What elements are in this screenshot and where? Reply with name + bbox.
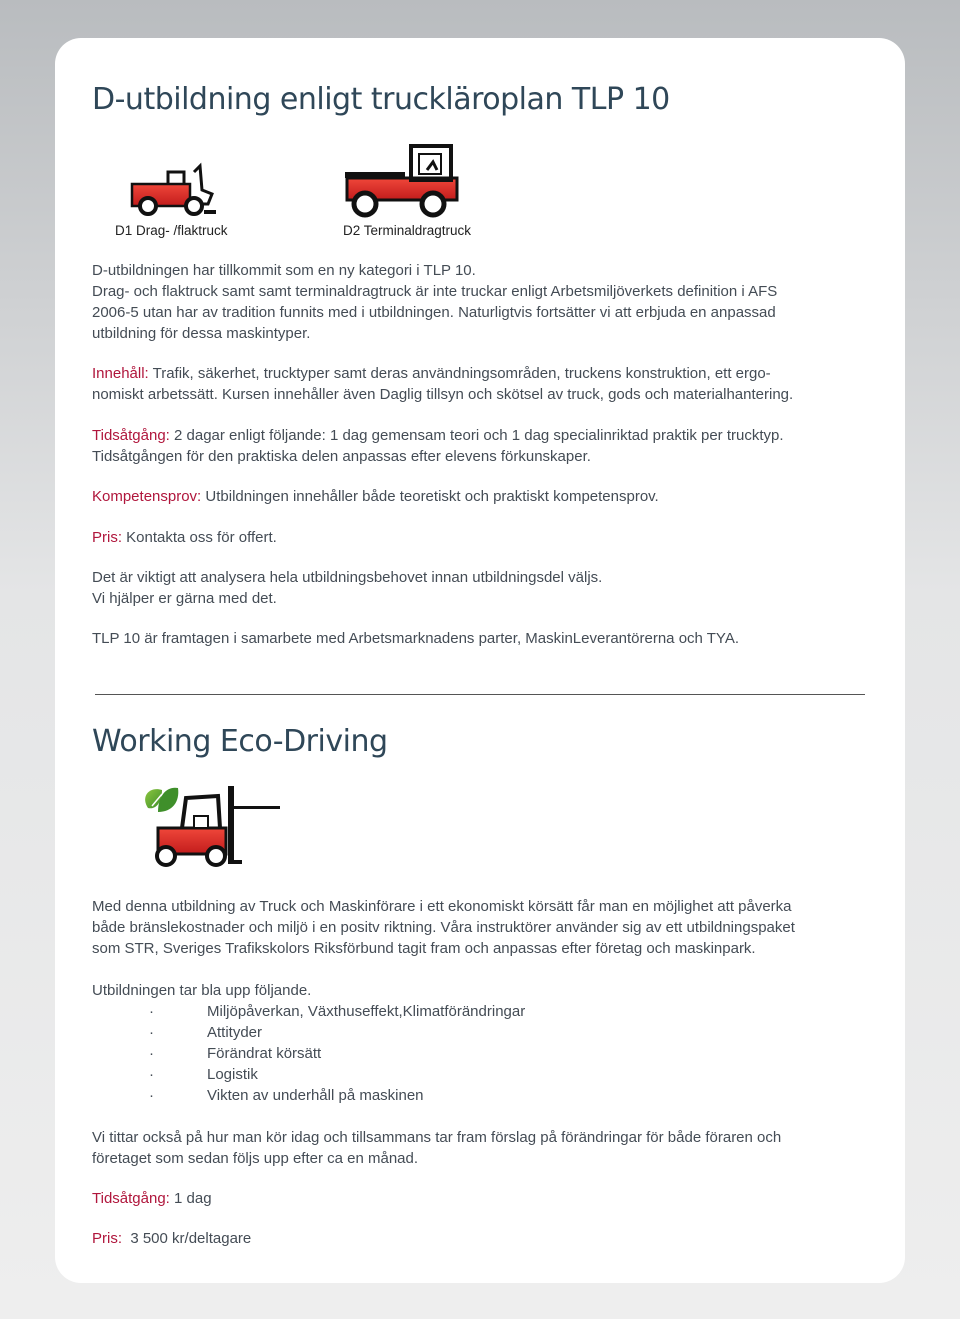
list-item — [92, 1064, 525, 1085]
footer-paragraph: TLP 10 är framtagen i samarbete med Arbetsmarknadens parter, MaskinLeverantörerna och TYA. — [92, 630, 739, 647]
eco-intro-line: Med denna utbildning av Truck och Maskinförare i ett ekonomiskt körsätt får man en möjlighet att påverka — [92, 898, 792, 915]
list-item-text: Miljöpåverkan, Växthuseffekt,Klimatförändringar — [207, 1003, 526, 1020]
vehicle-caption-d1: D1 Drag- /flaktruck — [115, 223, 228, 238]
intro-line: utbildning för dessa maskintyper. — [92, 325, 311, 342]
intro-line: Drag- och flaktruck samt samt terminaldragtruck är inte truckar enligt Arbetsmiljöverkets definition i AFS — [92, 283, 778, 300]
bullet-icon: · — [149, 1045, 154, 1062]
time-label: Tidsåtgång: — [92, 427, 170, 444]
content-paragraph — [92, 363, 852, 405]
exam-paragraph — [92, 486, 852, 507]
list-item — [92, 1043, 525, 1064]
list-item-text: Logistik — [207, 1066, 258, 1083]
content-text: Trafik, säkerhet, trucktyper samt deras användningsområden, truckens konstruktion, ett ergo- — [148, 365, 771, 382]
bullet-icon: · — [149, 1087, 154, 1104]
eco-price-text: 3 500 kr/deltagare — [122, 1230, 252, 1247]
list-intro: Utbildningen tar bla upp följande. — [92, 982, 312, 999]
eco-intro-line: som STR, Sveriges Trafikskolors Riksförbund tagit fram och anpassas efter företag och maskinpark. — [92, 940, 756, 957]
bullet-icon: · — [149, 1003, 154, 1020]
eco-time-paragraph — [92, 1188, 852, 1209]
intro-line: 2006-5 utan har av tradition funnits med i utbildningen. Naturligtvis fortsätter vi att erbjuda en anpassad — [92, 304, 776, 321]
price-paragraph — [92, 527, 852, 548]
content-label: Innehåll: — [92, 365, 149, 382]
terminal-tractor-icon — [343, 142, 463, 220]
eco-price-label: Pris: — [92, 1230, 122, 1247]
list-item — [92, 1085, 525, 1106]
exam-label: Kompetensprov: — [92, 488, 202, 505]
eco-forklift-icon — [138, 782, 283, 872]
eco-intro-paragraph — [92, 896, 852, 959]
price-text: Kontakta oss för offert. — [122, 529, 277, 546]
exam-text: Utbildningen innehåller både teoretiskt och praktiskt kompetensprov. — [201, 488, 659, 505]
intro-paragraph — [92, 260, 852, 344]
vehicle-caption-d2: D2 Terminaldragtruck — [343, 223, 472, 238]
section-title-d-utbildning: D-utbildning enligt truckläroplan TLP 10 — [92, 82, 670, 117]
list-item-text: Vikten av underhåll på maskinen — [207, 1087, 424, 1104]
content-text-line: nomiskt arbetssätt. Kursen innehåller även Daglig tillsyn och skötsel av truck, gods och materialhantering. — [92, 386, 794, 403]
list-item — [92, 1022, 525, 1043]
section-title-eco-driving: Working Eco-Driving — [92, 724, 388, 759]
list-item — [92, 1001, 525, 1022]
list-item-text: Förändrat körsätt — [207, 1045, 322, 1062]
eco-price-paragraph — [92, 1228, 852, 1249]
time-paragraph — [92, 425, 852, 467]
advice-line: Vi hjälper er gärna med det. — [92, 590, 277, 607]
advice-line: Det är viktigt att analysera hela utbildningsbehovet innan utbildningsdel väljs. — [92, 569, 603, 586]
eco-time-text: 1 dag — [169, 1190, 212, 1207]
bullet-icon: · — [149, 1066, 154, 1083]
price-label: Pris: — [92, 529, 122, 546]
closing-line: företaget som sedan följs upp efter ca en månad. — [92, 1150, 419, 1167]
intro-line: D-utbildningen har tillkommit som en ny kategori i TLP 10. — [92, 262, 476, 279]
list-item-text: Attityder — [207, 1024, 263, 1041]
tow-tractor-icon — [128, 160, 220, 220]
eco-time-label: Tidsåtgång: — [92, 1190, 170, 1207]
time-text: 2 dagar enligt följande: 1 dag gemensam teori och 1 dag specialinriktad praktik per trucktyp. — [169, 427, 784, 444]
bullet-icon: · — [149, 1024, 154, 1041]
eco-intro-line: både bränslekostnader och miljö i en positv riktning. Våra instruktörer använder sig av ett utbildningspaket — [92, 919, 795, 936]
topic-list — [92, 1001, 525, 1106]
advice-paragraph — [92, 567, 852, 609]
section-divider — [95, 694, 865, 695]
time-text-line: Tidsåtgången för den praktiska delen anpassas efter elevens förkunskaper. — [92, 448, 591, 465]
closing-line: Vi tittar också på hur man kör idag och tillsammans tar fram förslag på förändringar för både föraren och — [92, 1129, 782, 1146]
closing-paragraph — [92, 1127, 852, 1169]
